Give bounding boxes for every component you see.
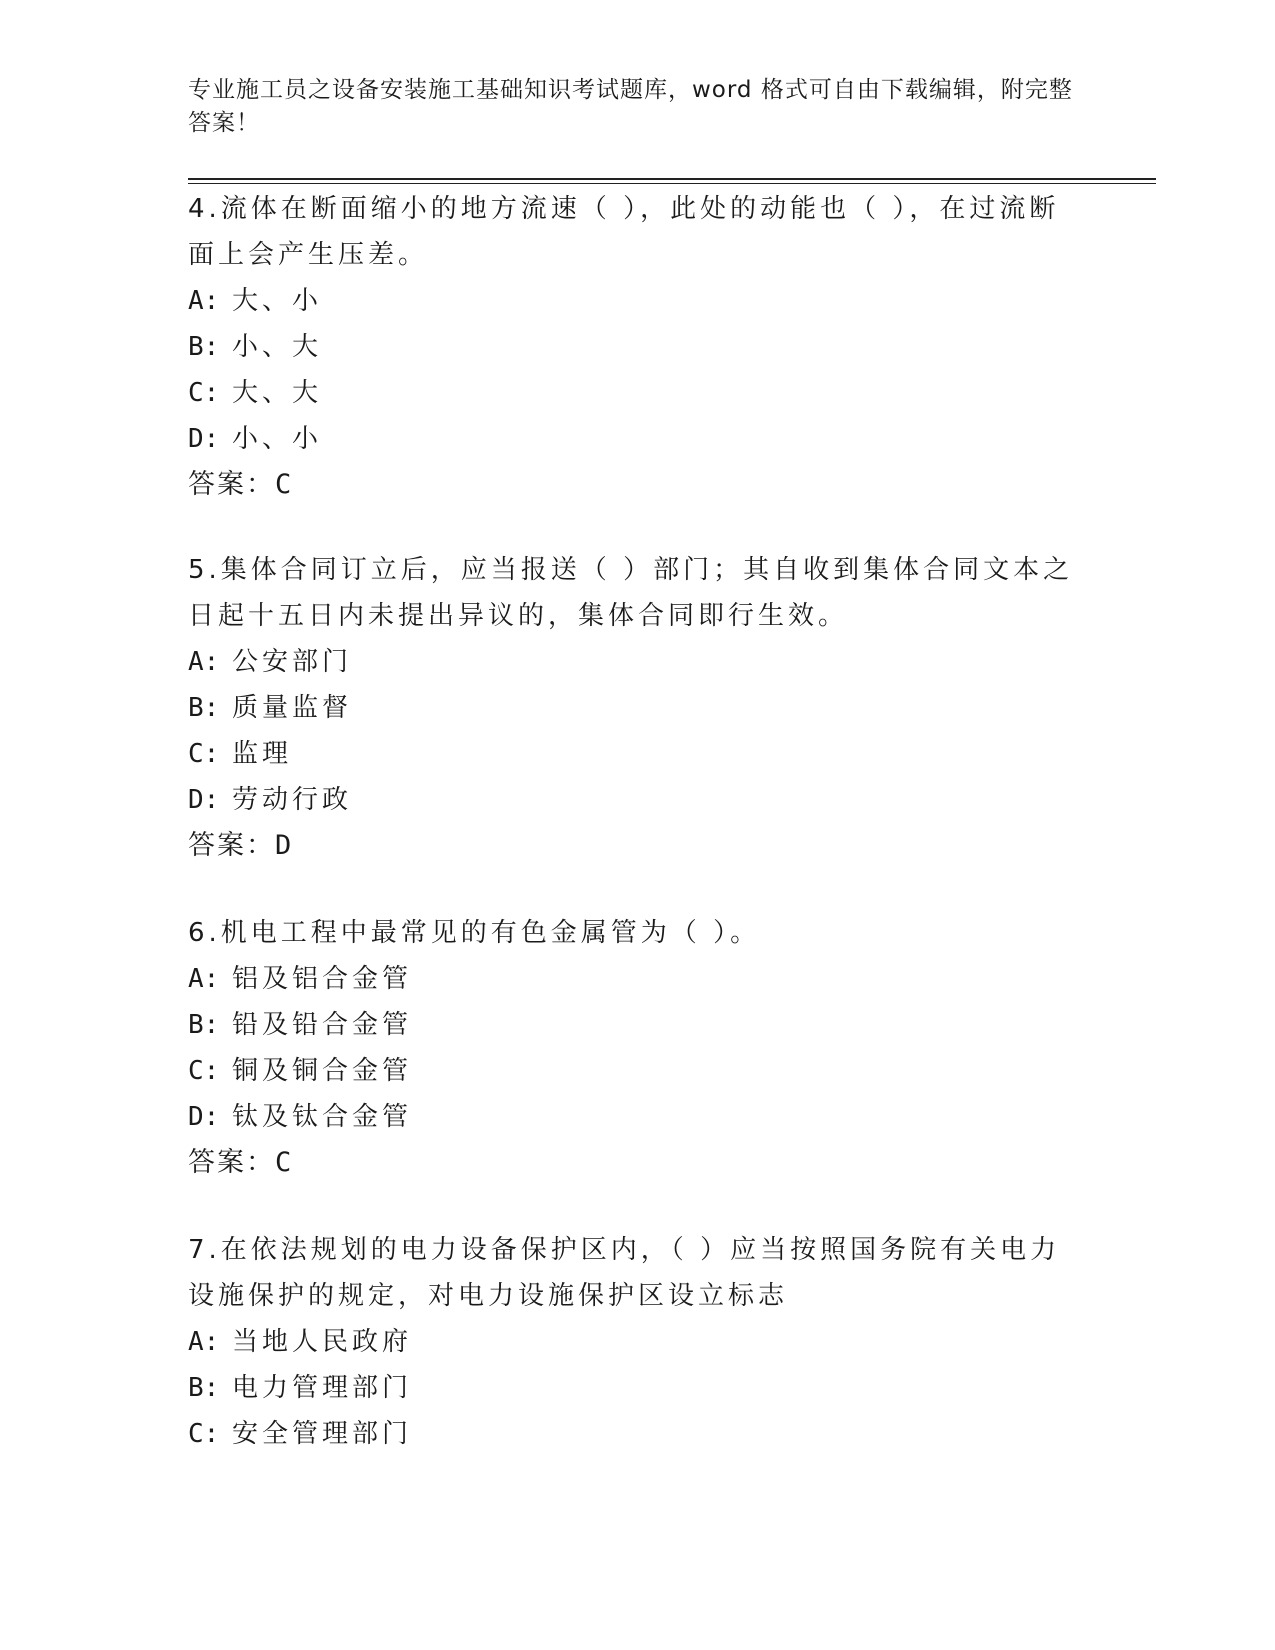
option-text: 大、小	[232, 286, 323, 316]
option-text: 铅及铅合金管	[232, 1010, 413, 1040]
option-letter: A:	[188, 964, 220, 994]
option-d	[188, 1094, 1088, 1140]
option-letter: C:	[188, 378, 220, 408]
option-text: 铝及铝合金管	[232, 964, 413, 994]
answer-label: 答案：	[188, 830, 275, 861]
option-letter: D:	[188, 1102, 220, 1132]
header-rule-thin	[188, 183, 1156, 184]
option-letter: D:	[188, 785, 220, 815]
document-header: 专业施工员之设备安装施工基础知识考试题库，word 格式可自由下载编辑，附完整答案！	[188, 77, 1073, 136]
option-text: 劳动行政	[232, 785, 353, 815]
option-text: 铜及铜合金管	[232, 1056, 413, 1086]
option-letter: D:	[188, 424, 220, 454]
option-b	[188, 1002, 1088, 1048]
answer-line	[188, 823, 1088, 869]
option-letter: B:	[188, 332, 220, 362]
option-a	[188, 278, 1088, 324]
option-c	[188, 370, 1088, 416]
answer-value: C	[275, 1147, 294, 1178]
answer-value: D	[275, 830, 294, 861]
option-letter: A:	[188, 1327, 220, 1357]
option-d	[188, 416, 1088, 462]
option-letter: A:	[188, 647, 220, 677]
option-letter: B:	[188, 1373, 220, 1403]
option-text: 当地人民政府	[232, 1327, 413, 1357]
question-4	[188, 186, 1088, 508]
option-text: 安全管理部门	[232, 1419, 413, 1449]
answer-line	[188, 1140, 1088, 1186]
option-text: 电力管理部门	[232, 1373, 413, 1403]
option-b	[188, 324, 1088, 370]
option-text: 小、大	[232, 332, 323, 362]
option-letter: C:	[188, 739, 220, 769]
option-a	[188, 956, 1088, 1002]
option-a	[188, 1319, 1088, 1365]
answer-line	[188, 462, 1088, 508]
option-b	[188, 685, 1088, 731]
question-stem: 6.机电工程中最常见的有色金属管为（ ）。	[188, 918, 761, 948]
question-6	[188, 910, 1088, 1186]
option-a	[188, 639, 1088, 685]
header-rule-thick	[188, 178, 1156, 180]
option-text: 大、大	[232, 378, 323, 408]
option-text: 钛及钛合金管	[232, 1102, 413, 1132]
question-stem: 4.流体在断面缩小的地方流速（ ），此处的动能也（ ），在过流断面上会产生压差。	[188, 194, 1060, 270]
option-c	[188, 731, 1088, 777]
question-7	[188, 1227, 1088, 1457]
option-letter: C:	[188, 1056, 220, 1086]
answer-label: 答案：	[188, 469, 275, 500]
option-letter: A:	[188, 286, 220, 316]
option-c	[188, 1411, 1088, 1457]
question-stem: 7.在依法规划的电力设备保护区内，（ ）应当按照国务院有关电力设施保护的规定，对电力设施保护区设立标志	[188, 1235, 1061, 1311]
option-letter: B:	[188, 693, 220, 723]
option-text: 质量监督	[232, 693, 353, 723]
answer-label: 答案：	[188, 1147, 275, 1178]
question-5	[188, 547, 1088, 869]
option-b	[188, 1365, 1088, 1411]
option-text: 公安部门	[232, 647, 353, 677]
answer-value: C	[275, 469, 294, 500]
option-d	[188, 777, 1088, 823]
option-c	[188, 1048, 1088, 1094]
option-letter: C:	[188, 1419, 220, 1449]
option-text: 小、小	[232, 424, 323, 454]
question-stem: 5.集体合同订立后，应当报送（ ）部门；其自收到集体合同文本之日起十五日内未提出异议的，集体合同即行生效。	[188, 555, 1074, 631]
option-letter: B:	[188, 1010, 220, 1040]
option-text: 监理	[232, 739, 293, 769]
